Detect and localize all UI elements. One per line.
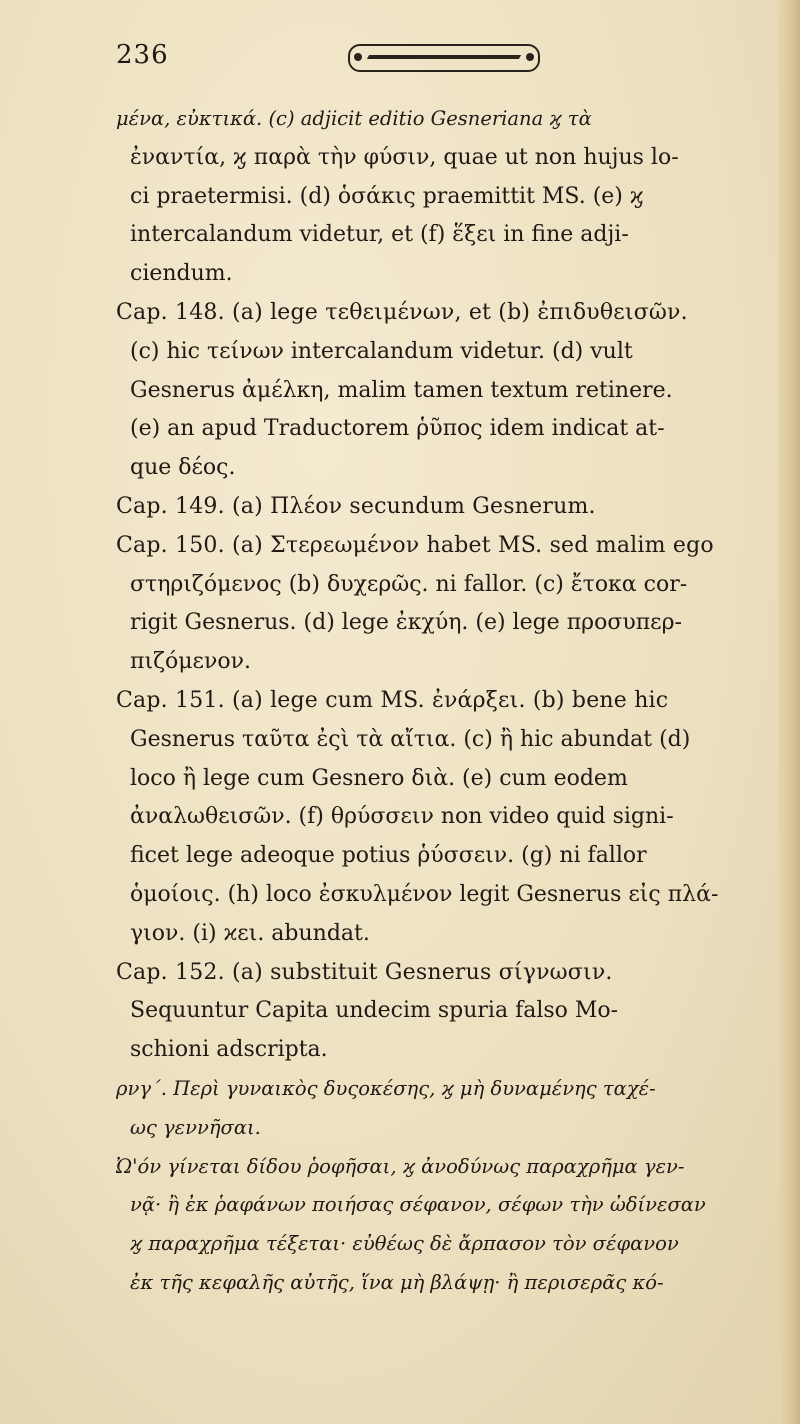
text-line: (e) an apud Traductorem ῥῦπος idem indicat at- [130, 416, 665, 442]
text-line: Cap. 152. (a) substituit Gesnerus σίγνωσιν. [116, 959, 613, 985]
text-line: schioni adscripta. [130, 1037, 328, 1063]
text-line: ως γεννῆσαι. [130, 1115, 261, 1139]
text-line: μένα, εὐκτικά. (c) adjicit editio Gesneriana ϗ τὰ [116, 107, 592, 130]
text-line: ρνγ΄. Περὶ γυναικὸς δυςοκέσης, ϗ μὴ δυναμένης ταχέ- [116, 1076, 656, 1100]
text-line: que δέος. [130, 455, 236, 481]
text-line: Ὠ'όν γίνεται δίδου ῥοφῆσαι, ϗ ἀνοδύνως παραχρῆμα γεν- [116, 1154, 685, 1178]
text-line: νᾷ· ἢ ἐκ ῥαφάνων ποιήσας σέφανον, σέφων τὴν ὠδίνεσαν [130, 1193, 706, 1217]
text-line: ὁμοίοις. (h) loco ἐσκυλμένον legit Gesnerus εἰς πλά- [130, 881, 719, 907]
text-line: ci praetermisi. (d) ὁσάκις praemittit MS. (e) ϗ [130, 183, 644, 209]
text-line: ἀναλωθεισῶν. (f) θρύσσειν non video quid signi- [130, 804, 674, 830]
text-line: ϗ παραχρῆμα τέξεται· εὐθέως δὲ ἄρπασον τὸν σέφανον [130, 1232, 679, 1256]
text-line: rigit Gesnerus. (d) lege ἐκχύη. (e) lege προσυπερ- [130, 610, 682, 636]
page-number: 236 [116, 40, 169, 70]
text-line: Cap. 151. (a) lege cum MS. ἐνάρξει. (b) bene hic [116, 687, 669, 713]
text-line: Gesnerus ἀμέλκη, malim tamen textum retinere. [130, 377, 673, 403]
text-line: πιζόμενον. [130, 649, 251, 675]
text-line: γιον. (i) ϰει. abundat. [130, 920, 370, 946]
text-line: intercalandum videtur, et (f) ἕξει in fine adji- [130, 222, 629, 248]
text-line: ἐκ τῆς κεφαλῆς αὐτῆς, ἵνα μὴ βλάψῃ· ἢ περισερᾶς κό- [130, 1270, 664, 1294]
text-line: Cap. 149. (a) Πλέον secundum Gesnerum. [116, 493, 596, 519]
text-line: Sequuntur Capita undecim spuria falso Mo- [130, 998, 619, 1024]
text-line: (c) hic τείνων intercalandum videtur. (d) vult [130, 338, 633, 364]
notes-text [116, 100, 744, 1303]
text-line: Gesnerus ταῦτα ἐςὶ τὰ αἴτια. (c) ἢ hic abundat (d) [130, 726, 691, 752]
text-line: ἐναντία, ϗ παρὰ τὴν φύσιν, quae ut non hujus lo- [130, 144, 679, 170]
page-header [116, 40, 740, 80]
text-line: ciendum. [130, 261, 233, 287]
text-line: loco ἢ lege cum Gesnero διὰ. (e) cum eodem [130, 765, 628, 791]
text-line: Cap. 150. (a) Στερεωμένον habet MS. sed malim ego [116, 532, 714, 558]
text-line: στηριζόμενος (b) δυχερῶς. ni fallor. (c) ἔτοκα cor- [130, 571, 688, 597]
page-edge [778, 0, 800, 1424]
text-line: Cap. 148. (a) lege τεθειμένων, et (b) ἐπιδυθεισῶν. [116, 299, 688, 325]
header-ornament-icon [348, 44, 540, 72]
text-line: ficet lege adeoque potius ῥύσσειν. (g) ni fallor [130, 843, 647, 869]
